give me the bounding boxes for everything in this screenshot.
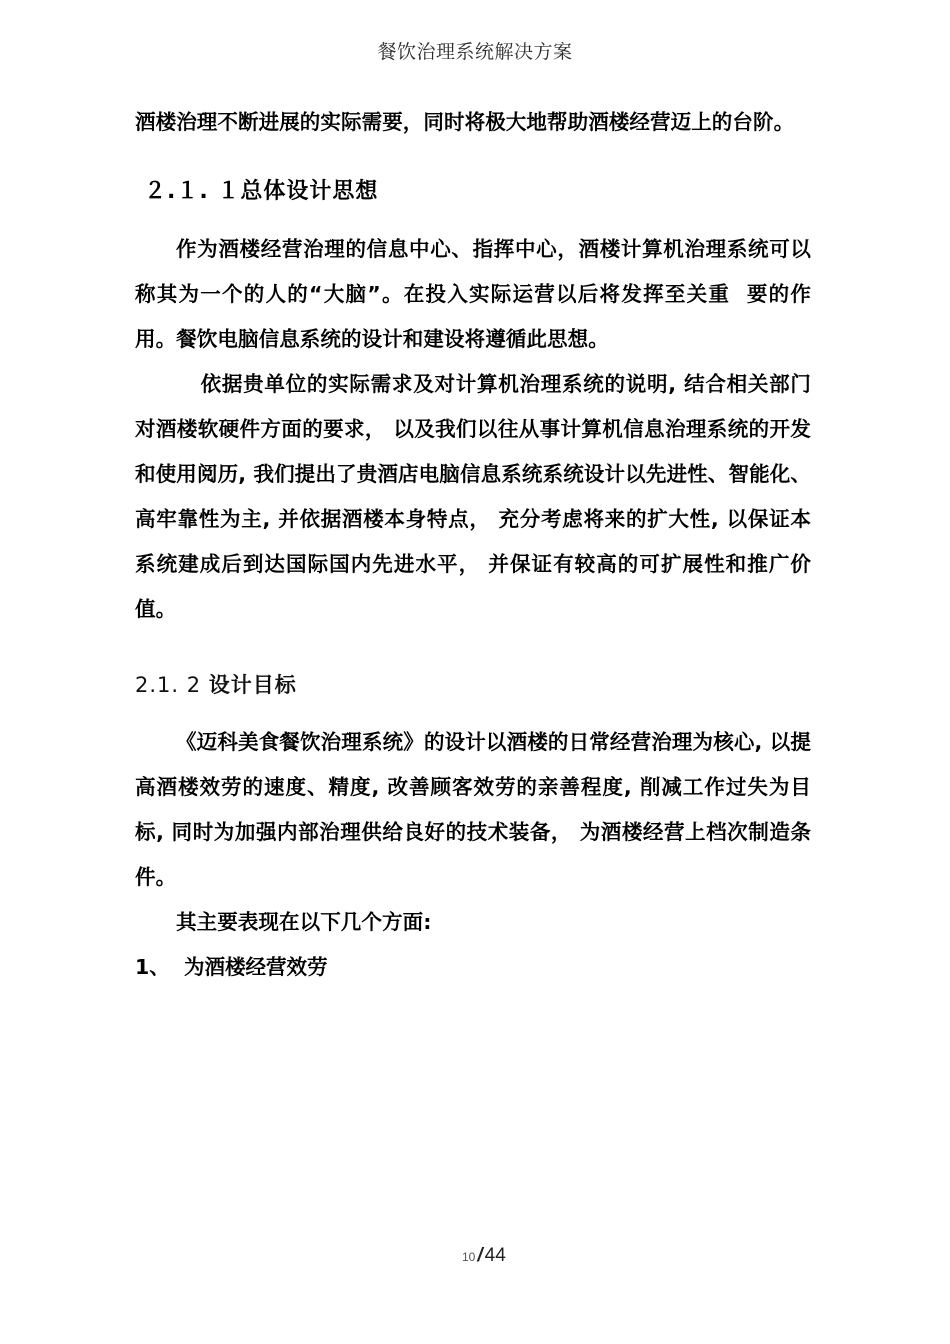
paragraph-requirements: 依据贵单位的实际需求及对计算机治理系统的说明, 结合相关部门对酒楼软硬件方面的要求， 以及我们以往从事计算机信息治理系统的开发和使用阅历, 我们提出了贵酒店电脑信息系统系统设计以先进性、智能化、高牢靠性为主, 并依据酒楼本身特点， 充分考虑将来的扩大性, 以保证本系统建成后到达国际国内先进水平， 并保证有较高的可扩展性和推广价值。 bbox=[135, 372, 811, 621]
document-body bbox=[135, 100, 811, 990]
spacer bbox=[135, 213, 811, 227]
total-page-count: 44 bbox=[484, 1245, 506, 1266]
paragraph-overall-design bbox=[135, 227, 811, 362]
page-number-footer bbox=[0, 1227, 950, 1285]
paragraph-text-emphasis: 餐饮电脑信息系统的设计和建设将遵循此思想。 bbox=[176, 327, 609, 351]
heading-label: 设计目标 bbox=[208, 673, 297, 697]
paragraph-text: 作为酒楼经营治理的信息中心、指挥中心，酒楼计算机治理系统可以称其为一个的人的“大脑”。在投入实际运营以后将发挥至关重 要的作用。 bbox=[135, 237, 811, 351]
heading-2-1-1: ２.１. １总体设计思想 bbox=[144, 179, 379, 204]
list-item-1: 1、 为酒楼经营效劳 bbox=[135, 955, 328, 979]
heading-number: 2.1. 2 bbox=[135, 673, 209, 697]
spacer bbox=[135, 706, 811, 720]
page-number-separator: / bbox=[477, 1245, 483, 1266]
spacer bbox=[135, 145, 811, 171]
heading-2-1-2 bbox=[135, 664, 811, 706]
paragraph-design-goal: 《迈科美食餐饮治理系统》的设计以酒楼的日常经营治理为核心, 以提高酒楼效劳的速度、精度, 改善顾客效劳的亲善程度, 削减工作过失为目标, 同时为加强内部治理供给良好的技术装备， 为酒楼经营上档次制造条件。 bbox=[135, 730, 811, 889]
paragraph-continuation: 酒楼治理不断进展的实际需要，同时将极大地帮助酒楼经营迈上的台阶。 bbox=[135, 110, 795, 134]
paragraph-aspects-intro: 其主要表现在以下几个方面: bbox=[176, 910, 432, 934]
running-header: 餐饮治理系统解决方案 bbox=[377, 42, 573, 63]
current-page-number: 10 bbox=[462, 1250, 476, 1264]
spacer bbox=[135, 632, 811, 664]
